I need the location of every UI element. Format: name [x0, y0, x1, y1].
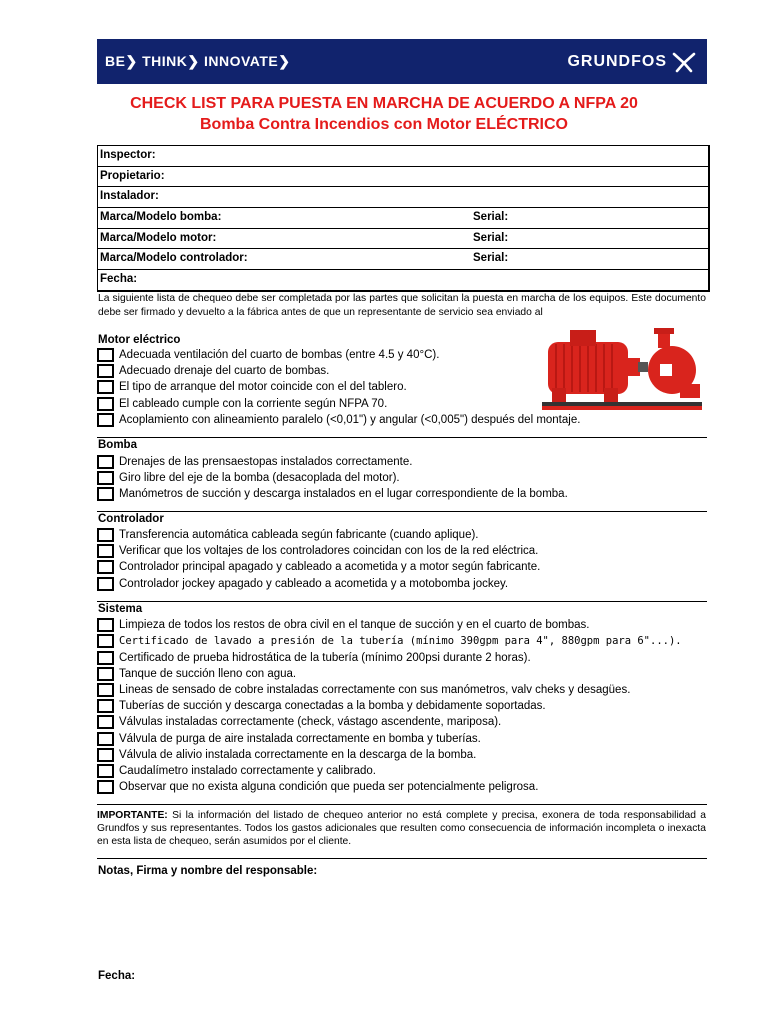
important-label: IMPORTANTE: — [97, 810, 168, 821]
section-divider — [97, 804, 707, 805]
signature-label: Notas, Firma y nombre del responsable: — [98, 865, 318, 877]
info-label: Fecha: — [100, 273, 138, 286]
checkbox[interactable] — [97, 634, 114, 648]
item-text: Giro libre del eje de la bomba (desacoplada del motor). — [119, 472, 400, 484]
item-text: Limpieza de todos los restos de obra civil en el tanque de succión y en el cuarto de bombas. — [119, 619, 590, 631]
checkbox[interactable] — [97, 348, 114, 362]
grundfos-logo-icon — [671, 49, 697, 75]
checkbox[interactable] — [97, 544, 114, 558]
checkbox[interactable] — [97, 577, 114, 591]
item-text: Válvula de purga de aire instalada correctamente en bomba y tuberías. — [119, 733, 481, 745]
item-text: Acoplamiento con alineamiento paralelo (<0,01") y angular (<0,005") después del montaje. — [119, 414, 581, 426]
info-row-motor[interactable] — [98, 229, 708, 250]
checkbox[interactable] — [97, 413, 114, 427]
checkbox[interactable] — [97, 560, 114, 574]
checkbox[interactable] — [97, 748, 114, 762]
info-label: Marca/Modelo bomba: — [100, 211, 222, 224]
serial-label: Serial: — [473, 211, 509, 224]
info-row-propietario[interactable] — [98, 167, 708, 188]
info-label: Instalador: — [100, 190, 159, 203]
item-text: Tuberías de succión y descarga conectadas a la bomba y debidamente soportadas. — [119, 700, 546, 712]
checkbox[interactable] — [97, 667, 114, 681]
info-table — [97, 145, 710, 292]
grundfos-logo-text: GRUNDFOS — [567, 53, 667, 70]
checkbox[interactable] — [97, 455, 114, 469]
section-title-sistema: Sistema — [98, 603, 143, 615]
info-label: Marca/Modelo controlador: — [100, 252, 248, 265]
item-text: El tipo de arranque del motor coincide con el del tablero. — [119, 381, 407, 393]
section-divider — [97, 858, 707, 859]
item-text: Verificar que los voltajes de los controladores coincidan con los de la red eléctrica. — [119, 545, 539, 557]
info-label: Propietario: — [100, 169, 165, 182]
item-text: Controlador jockey apagado y cableado a acometida y a motobomba jockey. — [119, 578, 509, 590]
document-title: CHECK LIST PARA PUESTA EN MARCHA DE ACUERDO A NFPA 20 — [130, 95, 638, 112]
item-text: Drenajes de las prensaestopas instalados correctamente. — [119, 456, 413, 468]
info-row-instalador[interactable] — [98, 187, 708, 208]
serial-label: Serial: — [473, 231, 509, 244]
item-text: Válvula de alivio instalada correctamente en la descarga de la bomba. — [119, 749, 477, 761]
header-banner — [97, 39, 707, 84]
item-text: Transferencia automática cableada según fabricante (cuando aplique). — [119, 529, 479, 541]
item-text: Observar que no exista alguna condición que pueda ser potencialmente peligrosa. — [119, 781, 539, 793]
serial-label: Serial: — [473, 252, 509, 265]
checkbox[interactable] — [97, 732, 114, 746]
section-title-bomba: Bomba — [98, 439, 137, 451]
important-note — [97, 809, 706, 848]
info-row-inspector[interactable] — [98, 146, 708, 167]
item-text: Manómetros de succión y descarga instalados en el lugar correspondiente de la bomba. — [119, 488, 568, 500]
footer-date-label: Fecha: — [98, 970, 136, 982]
item-text: Tanque de succión lleno con agua. — [119, 668, 297, 680]
checkbox[interactable] — [97, 528, 114, 542]
item-text: Caudalímetro instalado correctamente y calibrado. — [119, 765, 376, 777]
section-divider — [97, 437, 707, 438]
item-text: Controlador principal apagado y cableado a acometida y a motor según fabricante. — [119, 561, 541, 573]
checkbox[interactable] — [97, 487, 114, 501]
checkbox[interactable] — [97, 699, 114, 713]
info-row-controlador[interactable] — [98, 249, 708, 270]
checkbox[interactable] — [97, 715, 114, 729]
info-label: Marca/Modelo motor: — [100, 231, 217, 244]
item-text: Lineas de sensado de cobre instaladas correctamente con sus manómetros, valv cheks y desagües. — [119, 684, 631, 696]
item-text: Certificado de prueba hidrostática de la tubería (mínimo 200psi durante 2 horas). — [119, 652, 531, 664]
checkbox[interactable] — [97, 618, 114, 632]
document-subtitle: Bomba Contra Incendios con Motor ELÉCTRICO — [199, 116, 568, 133]
item-text: Válvulas instaladas correctamente (check, vástago ascendente, mariposa). — [119, 716, 502, 728]
checkbox[interactable] — [97, 471, 114, 485]
fire-pump-image — [540, 322, 704, 416]
section-divider — [97, 511, 707, 512]
section-divider — [97, 601, 707, 602]
info-row-fecha[interactable] — [98, 270, 708, 290]
info-row-bomba[interactable] — [98, 208, 708, 229]
checkbox[interactable] — [97, 364, 114, 378]
item-text: Adecuada ventilación del cuarto de bombas (entre 4.5 y 40°C). — [119, 349, 440, 361]
item-text: Adecuado drenaje del cuarto de bombas. — [119, 365, 330, 377]
item-text: Certificado de lavado a presión de la tubería (mínimo 390gpm para 4", 880gpm para 6"...). — [119, 635, 682, 647]
important-text: Si la información del listado de chequeo anterior no está complete y precisa, exonera de toda responsabilidad a Grundfos y sus representantes. Todos los gastos adicionales que resulten como consecuencia de información incompleta o inexacta en esta lista de chequeo, serán asumidos por el cliente. — [97, 810, 706, 847]
section-title-motor: Motor eléctrico — [98, 334, 181, 346]
checkbox[interactable] — [97, 380, 114, 394]
checkbox[interactable] — [97, 764, 114, 778]
checkbox[interactable] — [97, 651, 114, 665]
checkbox[interactable] — [97, 780, 114, 794]
tagline: BE❯ THINK❯ INNOVATE❯ — [105, 53, 291, 69]
info-label: Inspector: — [100, 149, 156, 161]
intro-paragraph: La siguiente lista de chequeo debe ser completada por las partes que solicitan la puesta en marcha de los equipos. Este documento debe ser firmado y devuelto a la fábrica antes de que un representante de servicio sea enviado al — [98, 293, 706, 318]
checkbox[interactable] — [97, 683, 114, 697]
item-text: El cableado cumple con la corriente según NFPA 70. — [119, 398, 388, 410]
section-title-controlador: Controlador — [98, 513, 164, 525]
checkbox[interactable] — [97, 397, 114, 411]
